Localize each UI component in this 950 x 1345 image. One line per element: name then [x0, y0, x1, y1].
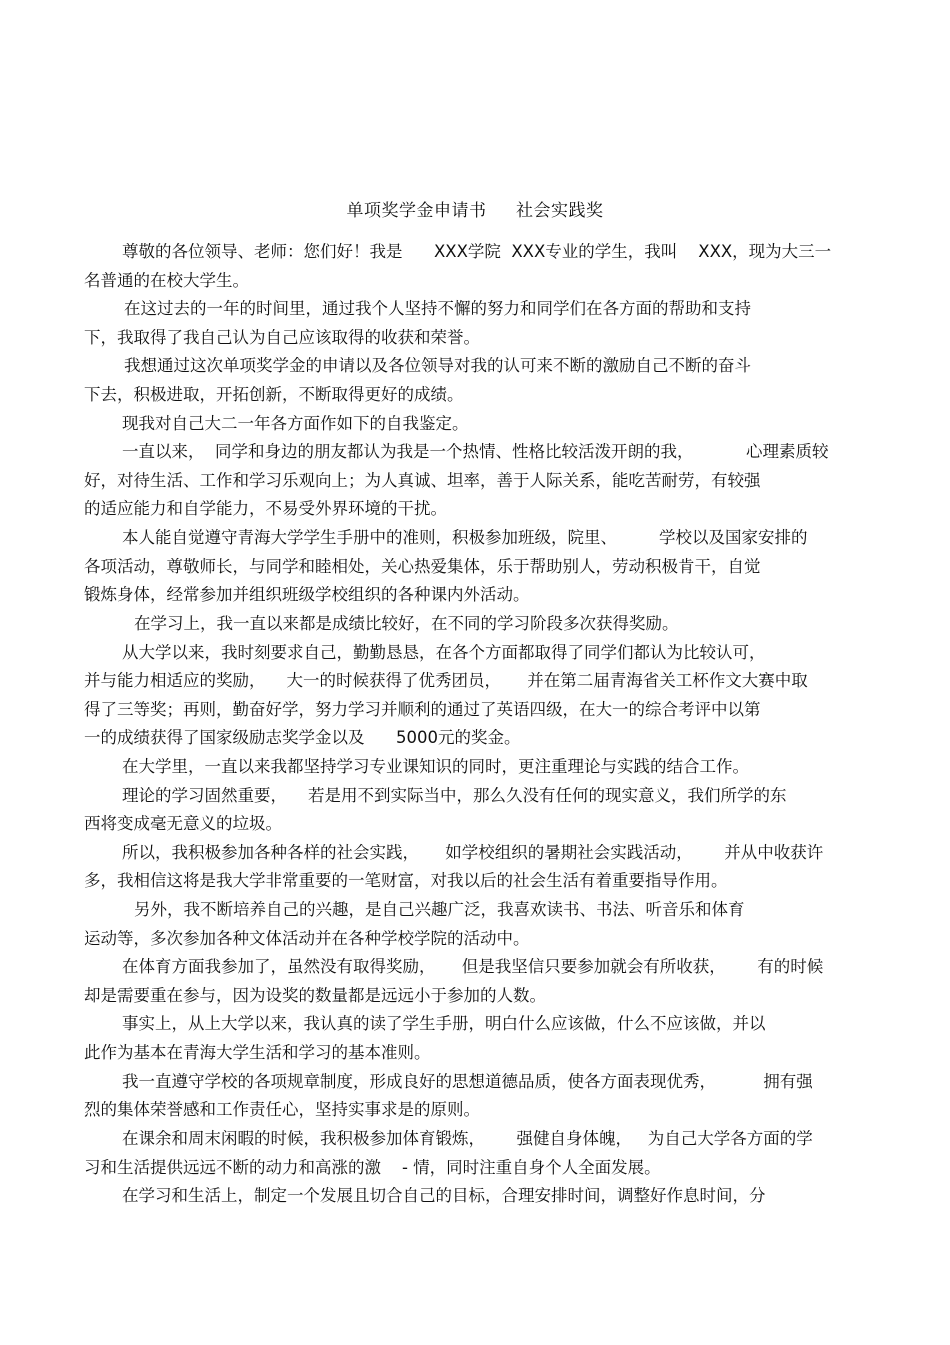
- body-line: 现我对自己大二一年各方面作如下的自我鉴定。: [122, 413, 469, 433]
- body-line: 各项活动，尊敬师长，与同学和睦相处，关心热爱集体，乐于帮助别人，劳动积极肯干，自觉: [84, 556, 761, 576]
- body-line: 多，我相信这将是我大学非常重要的一笔财富，对我以后的社会生活有着重要指导作用。: [84, 871, 728, 891]
- document-body: [84, 238, 864, 1211]
- body-line: 却是需要重在参与，因为设奖的数量都是远远小于参加的人数。: [84, 985, 546, 1005]
- body-line: 在学习和生活上，制定一个发展且切合自己的目标，合理安排时间，调整好作息时间，分: [122, 1186, 766, 1206]
- body-line: 下去，积极进取，开拓创新，不断取得更好的成绩。: [84, 385, 464, 405]
- body-line: 本人能自觉遵守青海大学学生手册中的准则，积极参加班级，院里、 学校以及国家安排的: [122, 528, 808, 548]
- body-line: 在这过去的一年的时间里，通过我个人坚持不懈的努力和同学们在各方面的帮助和支持: [124, 299, 751, 319]
- body-line: 运动等，多次参加各种文体活动并在各种学校学院的活动中。: [84, 928, 530, 948]
- body-line: 西将变成毫无意义的垃圾。: [84, 814, 282, 834]
- body-line: 名普通的在校大学生。: [84, 270, 249, 290]
- body-line: 烈的集体荣誉感和工作责任心，坚持实事求是的原则。: [84, 1100, 480, 1120]
- body-line: 此作为基本在青海大学生活和学习的基本准则。: [84, 1043, 431, 1063]
- document-title: 单项奖学金申请书 社会实践奖: [346, 201, 604, 221]
- body-line: 事实上，从上大学以来，我认真的读了学生手册，明白什么应该做，什么不应该做，并以: [122, 1014, 766, 1034]
- body-line: 从大学以来，我时刻要求自己，勤勤恳恳，在各个方面都取得了同学们都认为比较认可，: [122, 642, 766, 662]
- body-line: 锻炼身体，经常参加并组织班级学校组织的各种课内外活动。: [84, 585, 530, 605]
- body-line: 我想通过这次单项奖学金的申请以及各位领导对我的认可来不断的激励自己不断的奋斗: [124, 356, 751, 376]
- body-line: 我一直遵守学校的各项规章制度，形成良好的思想道德品质，使各方面表现优秀， 拥有强: [122, 1071, 813, 1091]
- body-line: 尊敬的各位领导、老师：您们好！我是 XXX学院 XXX专业的学生，我叫 XXX，现为大三一: [122, 242, 832, 261]
- body-line: 在学习上，我一直以来都是成绩比较好，在不同的学习阶段多次获得奖励。: [134, 613, 679, 633]
- body-line: 另外，我不断培养自己的兴趣，是自己兴趣广泛，我喜欢读书、书法、听音乐和体育: [134, 900, 745, 920]
- body-line: 在课余和周末闲暇的时候，我积极参加体育锻炼， 强健自身体魄， 为自己大学各方面的学: [122, 1128, 813, 1148]
- body-line: 并与能力相适应的奖励， 大一的时候获得了优秀团员， 并在第二届青海省关工杯作文大赛中取: [84, 671, 808, 691]
- body-line: 习和生活提供远远不断的动力和高涨的激 - 情，同时注重自身个人全面发展。: [84, 1157, 661, 1177]
- body-line: 得了三等奖；再则，勤奋好学，努力学习并顺利的通过了英语四级，在大一的综合考评中以第: [84, 699, 761, 719]
- body-line: 下，我取得了我自己认为自己应该取得的收获和荣誉。: [84, 327, 480, 347]
- body-line: 所以，我积极参加各种各样的社会实践， 如学校组织的暑期社会实践活动， 并从中收获许: [122, 842, 824, 862]
- body-line: 好，对待生活、工作和学习乐观向上；为人真诚、坦率，善于人际关系，能吃苦耐劳，有较强: [84, 470, 761, 490]
- body-line: 理论的学习固然重要， 若是用不到实际当中，那么久没有任何的现实意义，我们所学的东: [122, 785, 787, 805]
- body-line: 的适应能力和自学能力，不易受外界环境的干扰。: [84, 499, 447, 519]
- body-line: 一的成绩获得了国家级励志奖学金以及 5000元的奖金。: [84, 728, 521, 748]
- body-line: 在体育方面我参加了，虽然没有取得奖励， 但是我坚信只要参加就会有所收获， 有的时候: [122, 957, 824, 977]
- body-line: 在大学里，一直以来我都坚持学习专业课知识的同时，更注重理论与实践的结合工作。: [122, 756, 749, 776]
- body-line: 一直以来， 同学和身边的朋友都认为我是一个热情、性格比较活泼开朗的我， 心理素质较: [122, 442, 829, 462]
